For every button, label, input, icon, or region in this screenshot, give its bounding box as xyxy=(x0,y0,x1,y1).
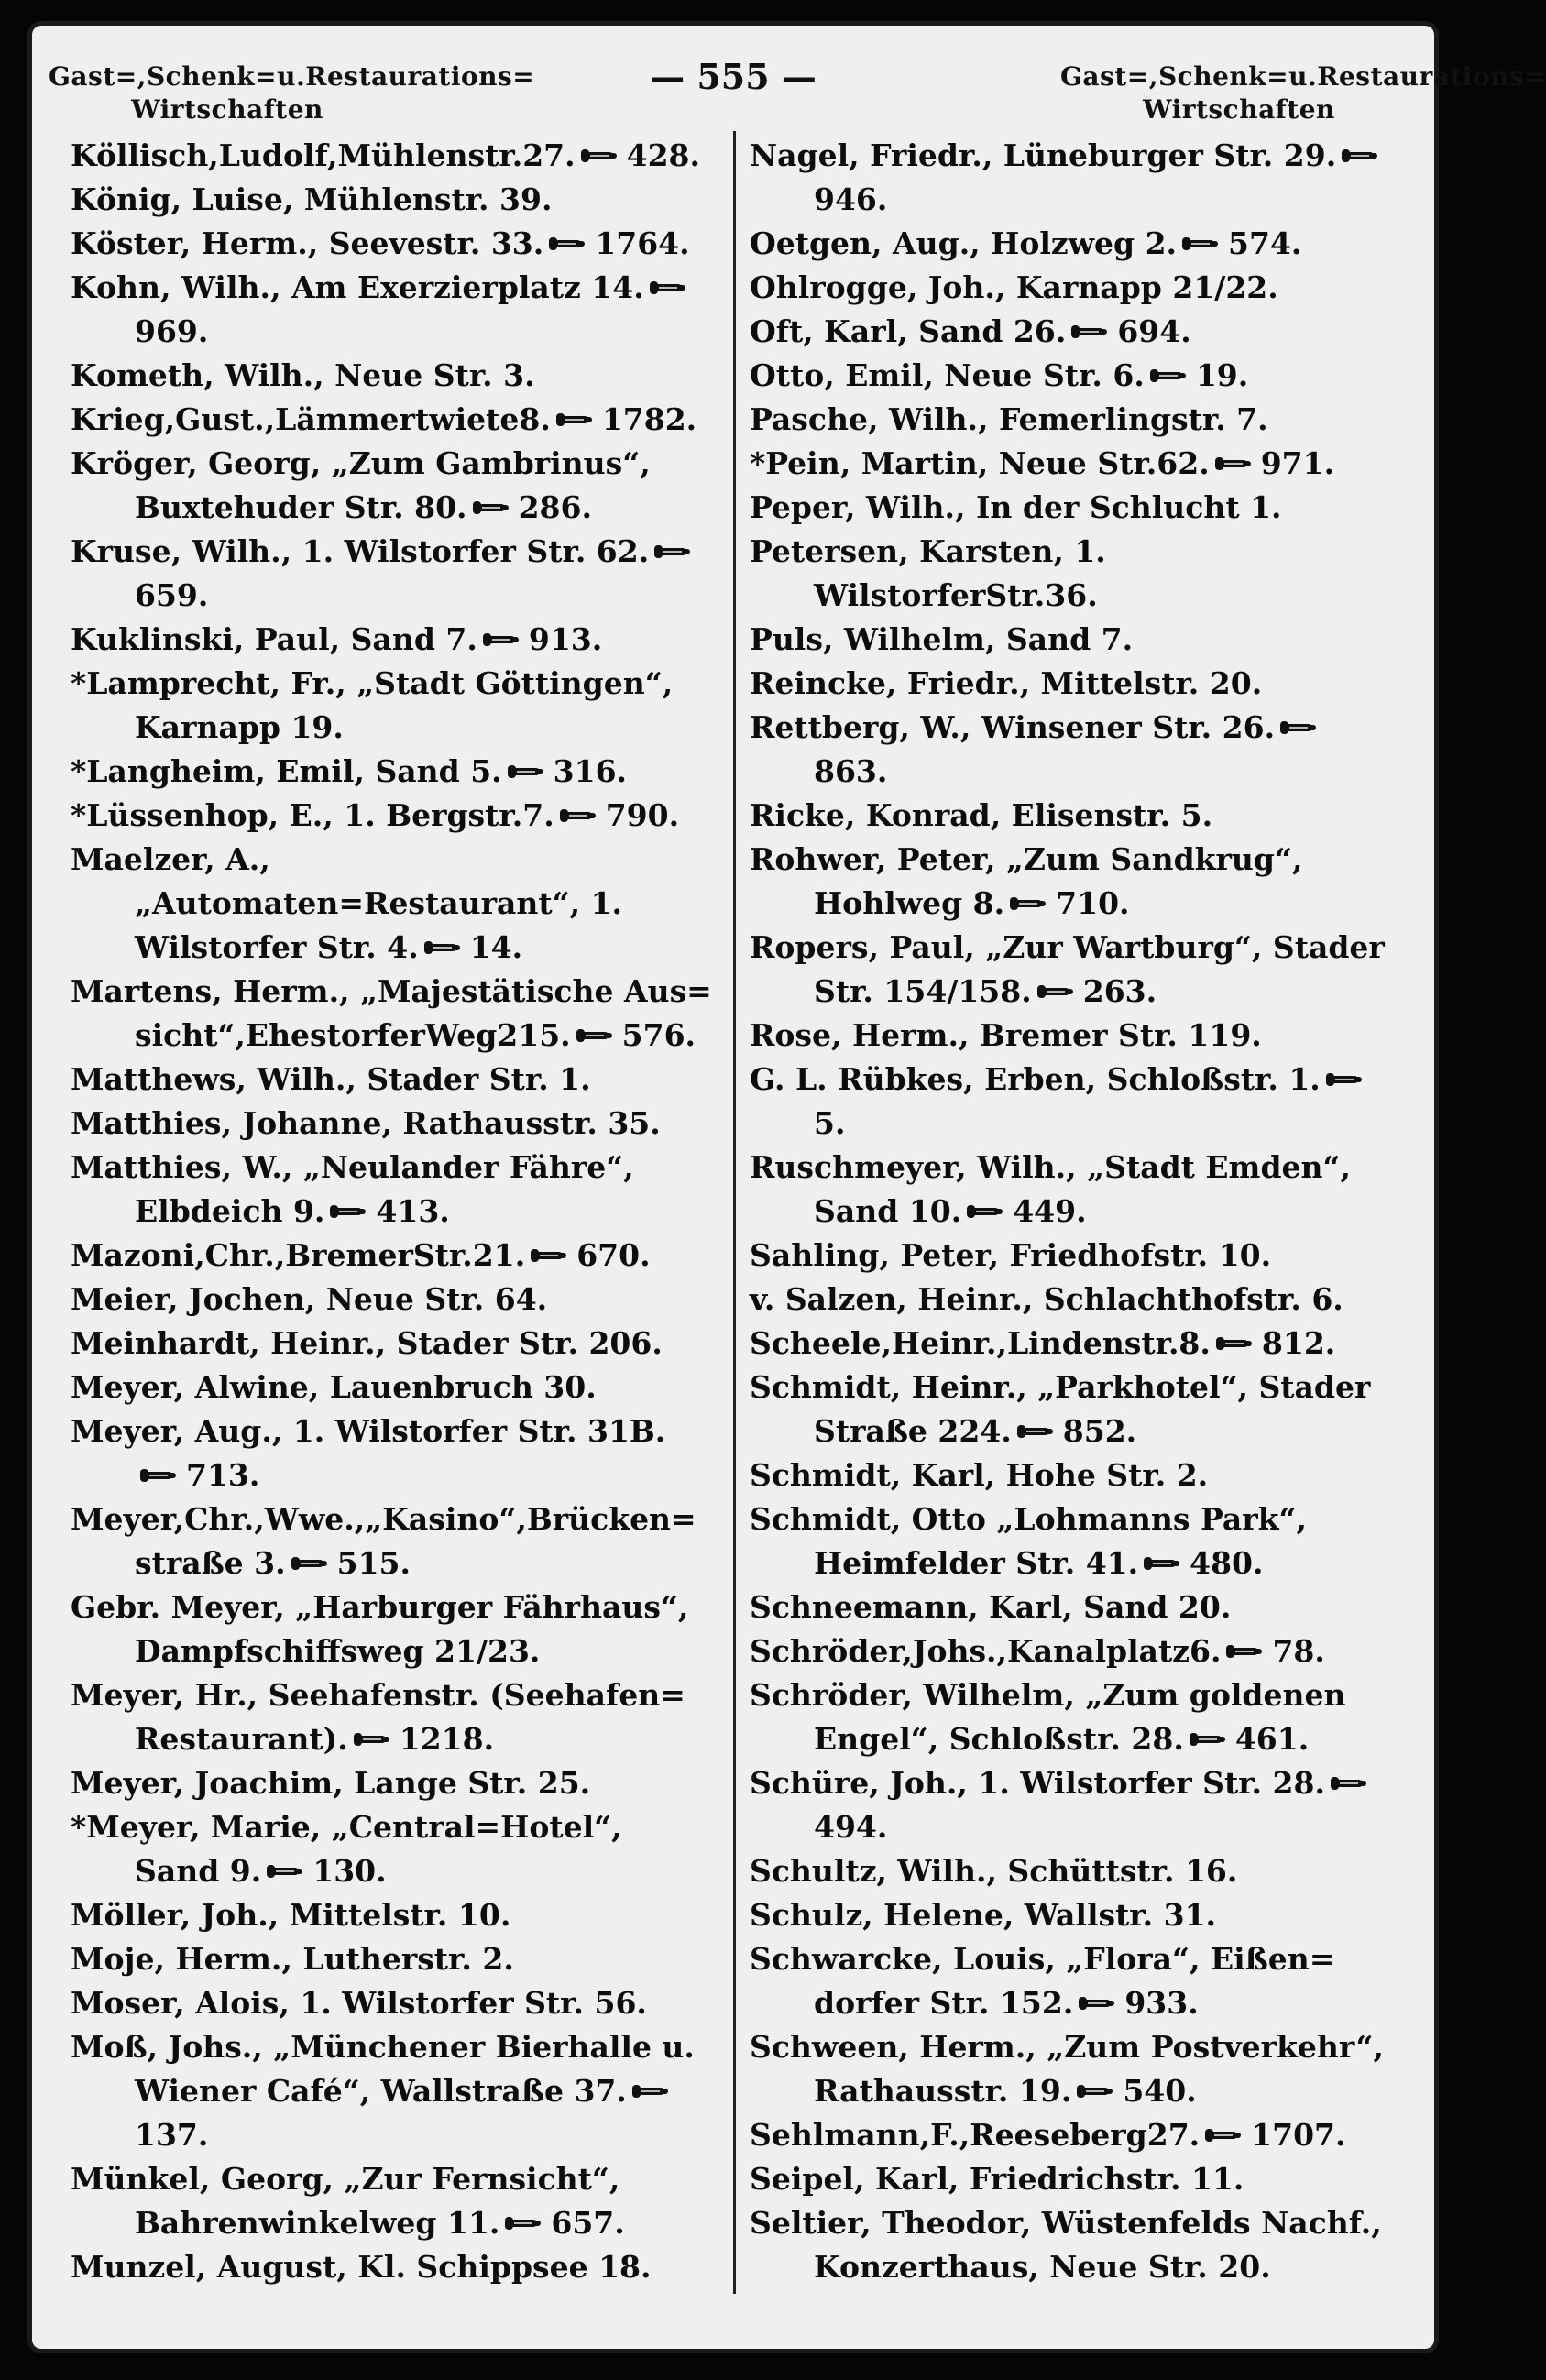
telephone-icon xyxy=(330,1204,367,1220)
directory-entry xyxy=(750,266,1391,310)
directory-entry xyxy=(750,134,1391,222)
directory-entry xyxy=(750,1058,1391,1146)
telephone-number: 710. xyxy=(1056,885,1130,921)
entry-text: Ohlrogge, Joh., Karnapp 21/22. xyxy=(750,269,1278,305)
entry-text: Kruse, Wilh., 1. Wilstorfer Str. 62. xyxy=(71,533,650,569)
directory-entry xyxy=(71,1146,712,1234)
telephone-number: 413. xyxy=(376,1193,450,1229)
entry-text: Münkel, Georg, „Zur Fernsicht“, Bahrenwinkelweg 11. xyxy=(71,2161,620,2241)
directory-entry xyxy=(71,266,712,354)
directory-entry xyxy=(71,838,712,970)
telephone-icon xyxy=(424,940,461,956)
telephone-icon xyxy=(1037,984,1074,1000)
telephone-icon xyxy=(1150,368,1187,384)
directory-entry xyxy=(71,1937,712,1981)
entry-text: Meyer, Joachim, Lange Str. 25. xyxy=(71,1765,591,1801)
directory-entry xyxy=(71,794,712,838)
directory-entry xyxy=(750,926,1391,1014)
telephone-number: 494. xyxy=(814,1809,888,1845)
telephone-number: 659. xyxy=(135,577,209,613)
entry-text: *Lamprecht, Fr., „Stadt Göttingen“, Karnapp 19. xyxy=(71,665,674,745)
directory-entry xyxy=(750,1322,1391,1365)
entry-text: *Langheim, Emil, Sand 5. xyxy=(71,753,502,789)
directory-entry xyxy=(750,442,1391,486)
entry-text: Schulz, Helene, Wallstr. 31. xyxy=(750,1897,1217,1933)
directory-entry xyxy=(750,2201,1391,2289)
telephone-icon xyxy=(1331,1776,1367,1792)
entry-text: König, Luise, Mühlenstr. 39. xyxy=(71,181,553,217)
directory-entry xyxy=(750,2025,1391,2113)
right-column xyxy=(750,134,1391,2289)
directory-entry xyxy=(71,354,712,398)
directory-entry xyxy=(71,1805,712,1893)
directory-entry xyxy=(750,1761,1391,1849)
entry-text: Köllisch,Ludolf,Mühlenstr.27. xyxy=(71,137,576,173)
entry-text: Seltier, Theodor, Wüstenfelds Nachf., Konzerthaus, Neue Str. 20. xyxy=(750,2205,1382,2285)
directory-entry xyxy=(750,618,1391,662)
telephone-number: 137. xyxy=(135,2117,209,2153)
entry-text: Sehlmann,F.,Reeseberg27. xyxy=(750,2117,1201,2153)
telephone-icon xyxy=(1326,1072,1363,1088)
directory-entry xyxy=(750,838,1391,926)
entry-text: *Meyer, Marie, „Central=Hotel“, Sand 9. xyxy=(71,1809,622,1889)
telephone-icon xyxy=(560,808,597,824)
directory-entry xyxy=(750,662,1391,706)
telephone-icon xyxy=(650,280,686,296)
right-section-title: Gast=,Schenk=u.Restaurations= Wirtschaften xyxy=(1060,61,1546,125)
directory-entry xyxy=(71,2025,712,2157)
telephone-number: 515. xyxy=(336,1545,411,1581)
directory-entry xyxy=(71,1673,712,1761)
telephone-number: 694. xyxy=(1117,313,1191,349)
telephone-icon xyxy=(1071,324,1108,340)
telephone-number: 1764. xyxy=(595,225,690,261)
directory-entry xyxy=(71,1409,712,1497)
directory-entry xyxy=(750,1365,1391,1453)
entry-text: Matthews, Wilh., Stader Str. 1. xyxy=(71,1061,591,1097)
entry-text: Meyer, Alwine, Lauenbruch 30. xyxy=(71,1369,597,1405)
page-number: — 555 — xyxy=(650,56,817,97)
column-divider xyxy=(733,131,736,2294)
directory-entry xyxy=(71,1102,712,1146)
entry-text: Kohn, Wilh., Am Exerzierplatz 14. xyxy=(71,269,644,305)
telephone-icon xyxy=(576,1028,613,1044)
entry-text: Schwarcke, Louis, „Flora“, Eißen= dorfer Str. 152. xyxy=(750,1941,1335,2021)
directory-entry xyxy=(71,222,712,266)
left-section-title: Gast=,Schenk=u.Restaurations= Wirtschaften xyxy=(49,61,535,125)
telephone-icon xyxy=(508,764,544,780)
entry-text: Möller, Joh., Mittelstr. 10. xyxy=(71,1897,511,1933)
telephone-number: 480. xyxy=(1190,1545,1264,1581)
entry-text: Gebr. Meyer, „Harburger Fährhaus“, Dampfschiffsweg 21/23. xyxy=(71,1589,689,1669)
entry-text: Schween, Herm., „Zum Postverkehr“, Rathausstr. 19. xyxy=(750,2029,1384,2109)
entry-text: Krieg,Gust.,Lämmertwiete8. xyxy=(71,401,551,437)
entry-text: v. Salzen, Heinr., Schlachthofstr. 6. xyxy=(750,1281,1343,1317)
directory-entry xyxy=(750,530,1391,618)
entry-text: Meyer, Aug., 1. Wilstorfer Str. 31B. xyxy=(71,1413,666,1449)
telephone-number: 657. xyxy=(551,2205,625,2241)
telephone-number: 263. xyxy=(1082,973,1157,1009)
directory-entry xyxy=(750,1014,1391,1058)
telephone-number: 316. xyxy=(553,753,628,789)
entry-text: Rohwer, Peter, „Zum Sandkrug“, Hohlweg 8. xyxy=(750,841,1303,921)
entry-text: Matthies, W., „Neulander Fähre“, Elbdeich 9. xyxy=(71,1149,634,1229)
entry-text: Reincke, Friedr., Mittelstr. 20. xyxy=(750,665,1263,701)
entry-text: Meier, Jochen, Neue Str. 64. xyxy=(71,1281,548,1317)
telephone-number: 449. xyxy=(1013,1193,1087,1229)
directory-entry xyxy=(71,2157,712,2245)
entry-text: Schüre, Joh., 1. Wilstorfer Str. 28. xyxy=(750,1765,1325,1801)
telephone-icon xyxy=(483,632,520,648)
entry-text: Ricke, Konrad, Elisenstr. 5. xyxy=(750,797,1213,833)
entry-text: Ropers, Paul, „Zur Wartburg“, Stader Str. 154/158. xyxy=(750,929,1385,1009)
telephone-number: 946. xyxy=(814,181,888,217)
directory-entry xyxy=(750,398,1391,442)
directory-entry xyxy=(71,1497,712,1585)
telephone-number: 790. xyxy=(605,797,680,833)
entry-text: Schröder, Wilhelm, „Zum goldenen Engel“, Schloßstr. 28. xyxy=(750,1677,1346,1757)
telephone-number: 14. xyxy=(469,929,523,965)
directory-entry xyxy=(71,530,712,618)
entry-text: Petersen, Karsten, 1. WilstorferStr.36. xyxy=(750,533,1106,613)
entry-text: Martens, Herm., „Majestätische Aus= sicht“,EhestorferWeg215. xyxy=(71,973,712,1053)
telephone-icon xyxy=(354,1732,390,1748)
directory-entry xyxy=(71,1981,712,2025)
directory-entry xyxy=(750,2113,1391,2157)
telephone-icon xyxy=(556,412,593,428)
entry-text: Scheele,Heinr.,Lindenstr.8. xyxy=(750,1325,1211,1361)
entry-text: Moß, Johs., „Münchener Bierhalle u. Wiener Café“, Wallstraße 37. xyxy=(71,2029,695,2109)
telephone-icon xyxy=(654,544,691,560)
entry-text: Kuklinski, Paul, Sand 7. xyxy=(71,621,477,657)
directory-entry xyxy=(71,662,712,750)
telephone-icon xyxy=(549,236,586,252)
entry-text: Seipel, Karl, Friedrichstr. 11. xyxy=(750,2161,1244,2197)
directory-entry xyxy=(750,1234,1391,1278)
entry-text: Oetgen, Aug., Holzweg 2. xyxy=(750,225,1178,261)
directory-entry xyxy=(71,442,712,530)
directory-entry xyxy=(71,1058,712,1102)
entry-text: Schmidt, Otto „Lohmanns Park“, Heimfelder Str. 41. xyxy=(750,1501,1307,1581)
entry-text: Köster, Herm., Seevestr. 33. xyxy=(71,225,544,261)
left-column xyxy=(71,134,712,2289)
directory-entry xyxy=(750,1673,1391,1761)
telephone-icon xyxy=(267,1864,303,1880)
telephone-icon xyxy=(291,1556,328,1572)
entry-text: Ruschmeyer, Wilh., „Stadt Emden“, Sand 10. xyxy=(750,1149,1351,1229)
telephone-icon xyxy=(140,1468,177,1484)
directory-entry xyxy=(71,1322,712,1365)
entry-text: Puls, Wilhelm, Sand 7. xyxy=(750,621,1134,657)
telephone-icon xyxy=(505,2216,542,2232)
entry-text: Schröder,Johs.,Kanalplatz6. xyxy=(750,1633,1222,1669)
directory-entry xyxy=(750,1453,1391,1497)
telephone-number: 461. xyxy=(1234,1721,1310,1757)
directory-entry xyxy=(750,354,1391,398)
directory-entry xyxy=(71,1761,712,1805)
directory-entry xyxy=(750,1893,1391,1937)
telephone-number: 19. xyxy=(1195,357,1249,393)
telephone-icon xyxy=(1144,1556,1180,1572)
entry-text: Peper, Wilh., In der Schlucht 1. xyxy=(750,489,1282,525)
directory-entry xyxy=(71,398,712,442)
entry-text: Matthies, Johanne, Rathausstr. 35. xyxy=(71,1105,661,1141)
entry-text: Meyer, Hr., Seehafenstr. (Seehafen= Restaurant). xyxy=(71,1677,685,1757)
telephone-number: 670. xyxy=(576,1237,651,1273)
directory-entry xyxy=(71,2245,712,2289)
telephone-number: 852. xyxy=(1062,1413,1137,1449)
entry-text: Kometh, Wilh., Neue Str. 3. xyxy=(71,357,535,393)
entry-text: G. L. Rübkes, Erben, Schloßstr. 1. xyxy=(750,1061,1321,1097)
directory-entry xyxy=(71,1234,712,1278)
directory-entry xyxy=(71,1278,712,1322)
telephone-number: 5. xyxy=(814,1105,846,1141)
telephone-icon xyxy=(1017,1424,1054,1440)
telephone-icon xyxy=(1079,1996,1115,2012)
directory-entry xyxy=(71,618,712,662)
telephone-number: 576. xyxy=(621,1017,696,1053)
telephone-number: 78. xyxy=(1272,1633,1325,1669)
entry-text: Meyer,Chr.,Wwe.,„Kasino“,Brücken= straße 3. xyxy=(71,1501,696,1581)
telephone-number: 969. xyxy=(135,313,209,349)
telephone-number: 428. xyxy=(626,137,700,173)
telephone-icon xyxy=(473,500,510,516)
directory-entry xyxy=(750,222,1391,266)
directory-entry xyxy=(750,1497,1391,1585)
telephone-number: 863. xyxy=(814,753,888,789)
directory-entry xyxy=(750,2157,1391,2201)
directory-entry xyxy=(71,970,712,1058)
entry-text: *Lüssenhop, E., 1. Bergstr.7. xyxy=(71,797,554,833)
directory-entry xyxy=(71,1893,712,1937)
directory-entry xyxy=(750,1937,1391,2025)
telephone-icon xyxy=(1077,2084,1113,2100)
entry-text: Schneemann, Karl, Sand 20. xyxy=(750,1589,1232,1625)
directory-entry xyxy=(750,1585,1391,1629)
entry-text: Moser, Alois, 1. Wilstorfer Str. 56. xyxy=(71,1985,647,2021)
telephone-icon xyxy=(1342,148,1378,164)
entry-text: Moje, Herm., Lutherstr. 2. xyxy=(71,1941,514,1977)
directory-entry xyxy=(71,1365,712,1409)
telephone-icon xyxy=(531,1248,567,1264)
entry-text: Munzel, August, Kl. Schippsee 18. xyxy=(71,2249,652,2285)
entry-text: Schmidt, Karl, Hohe Str. 2. xyxy=(750,1457,1209,1493)
telephone-number: 1782. xyxy=(601,401,697,437)
telephone-icon xyxy=(632,2084,669,2100)
directory-entry xyxy=(750,1278,1391,1322)
entry-text: Sahling, Peter, Friedhofstr. 10. xyxy=(750,1237,1272,1273)
directory-page xyxy=(32,26,1546,2349)
entry-text: Meinhardt, Heinr., Stader Str. 206. xyxy=(71,1325,663,1361)
telephone-icon xyxy=(1226,1644,1263,1660)
telephone-number: 913. xyxy=(528,621,603,657)
entry-text: Otto, Emil, Neue Str. 6. xyxy=(750,357,1145,393)
directory-entry xyxy=(71,1585,712,1673)
telephone-icon xyxy=(1216,1336,1253,1352)
entry-text: Kröger, Georg, „Zum Gambrinus“, Buxtehuder Str. 80. xyxy=(71,445,651,525)
directory-entry xyxy=(71,750,712,794)
entry-text: Rettberg, W., Winsener Str. 26. xyxy=(750,709,1276,745)
telephone-icon xyxy=(967,1204,1003,1220)
telephone-icon xyxy=(1182,236,1219,252)
directory-entry xyxy=(750,1849,1391,1893)
entry-text: Maelzer, A., „Automaten=Restaurant“, 1. Wilstorfer Str. 4. xyxy=(71,841,623,965)
entry-text: Schmidt, Heinr., „Parkhotel“, Stader Straße 224. xyxy=(750,1369,1371,1449)
entry-text: Mazoni,Chr.,BremerStr.21. xyxy=(71,1237,526,1273)
directory-entry xyxy=(750,1629,1391,1673)
directory-entry xyxy=(750,310,1391,354)
entry-text: Rose, Herm., Bremer Str. 119. xyxy=(750,1017,1262,1053)
telephone-icon xyxy=(1010,896,1047,912)
telephone-number: 1218. xyxy=(399,1721,495,1757)
directory-entry xyxy=(750,486,1391,530)
directory-entry xyxy=(71,134,712,178)
entry-text: Nagel, Friedr., Lüneburger Str. 29. xyxy=(750,137,1337,173)
telephone-number: 713. xyxy=(186,1457,260,1493)
telephone-number: 933. xyxy=(1124,1985,1199,2021)
telephone-icon xyxy=(1190,1732,1226,1748)
directory-entry xyxy=(750,706,1391,794)
telephone-number: 1707. xyxy=(1251,2117,1346,2153)
entry-text: Schultz, Wilh., Schüttstr. 16. xyxy=(750,1853,1238,1889)
directory-entry xyxy=(71,178,712,222)
entry-text: Pasche, Wilh., Femerlingstr. 7. xyxy=(750,401,1268,437)
telephone-number: 971. xyxy=(1260,445,1335,481)
telephone-icon xyxy=(1215,456,1252,472)
telephone-icon xyxy=(581,148,618,164)
telephone-number: 540. xyxy=(1123,2073,1197,2109)
entry-text: *Pein, Martin, Neue Str.62. xyxy=(750,445,1210,481)
telephone-number: 286. xyxy=(518,489,592,525)
telephone-number: 130. xyxy=(312,1853,387,1889)
telephone-number: 574. xyxy=(1228,225,1302,261)
entry-text: Oft, Karl, Sand 26. xyxy=(750,313,1067,349)
directory-entry xyxy=(750,1146,1391,1234)
telephone-icon xyxy=(1280,720,1317,736)
telephone-icon xyxy=(1205,2128,1242,2144)
telephone-number: 812. xyxy=(1261,1325,1336,1361)
directory-entry xyxy=(750,794,1391,838)
